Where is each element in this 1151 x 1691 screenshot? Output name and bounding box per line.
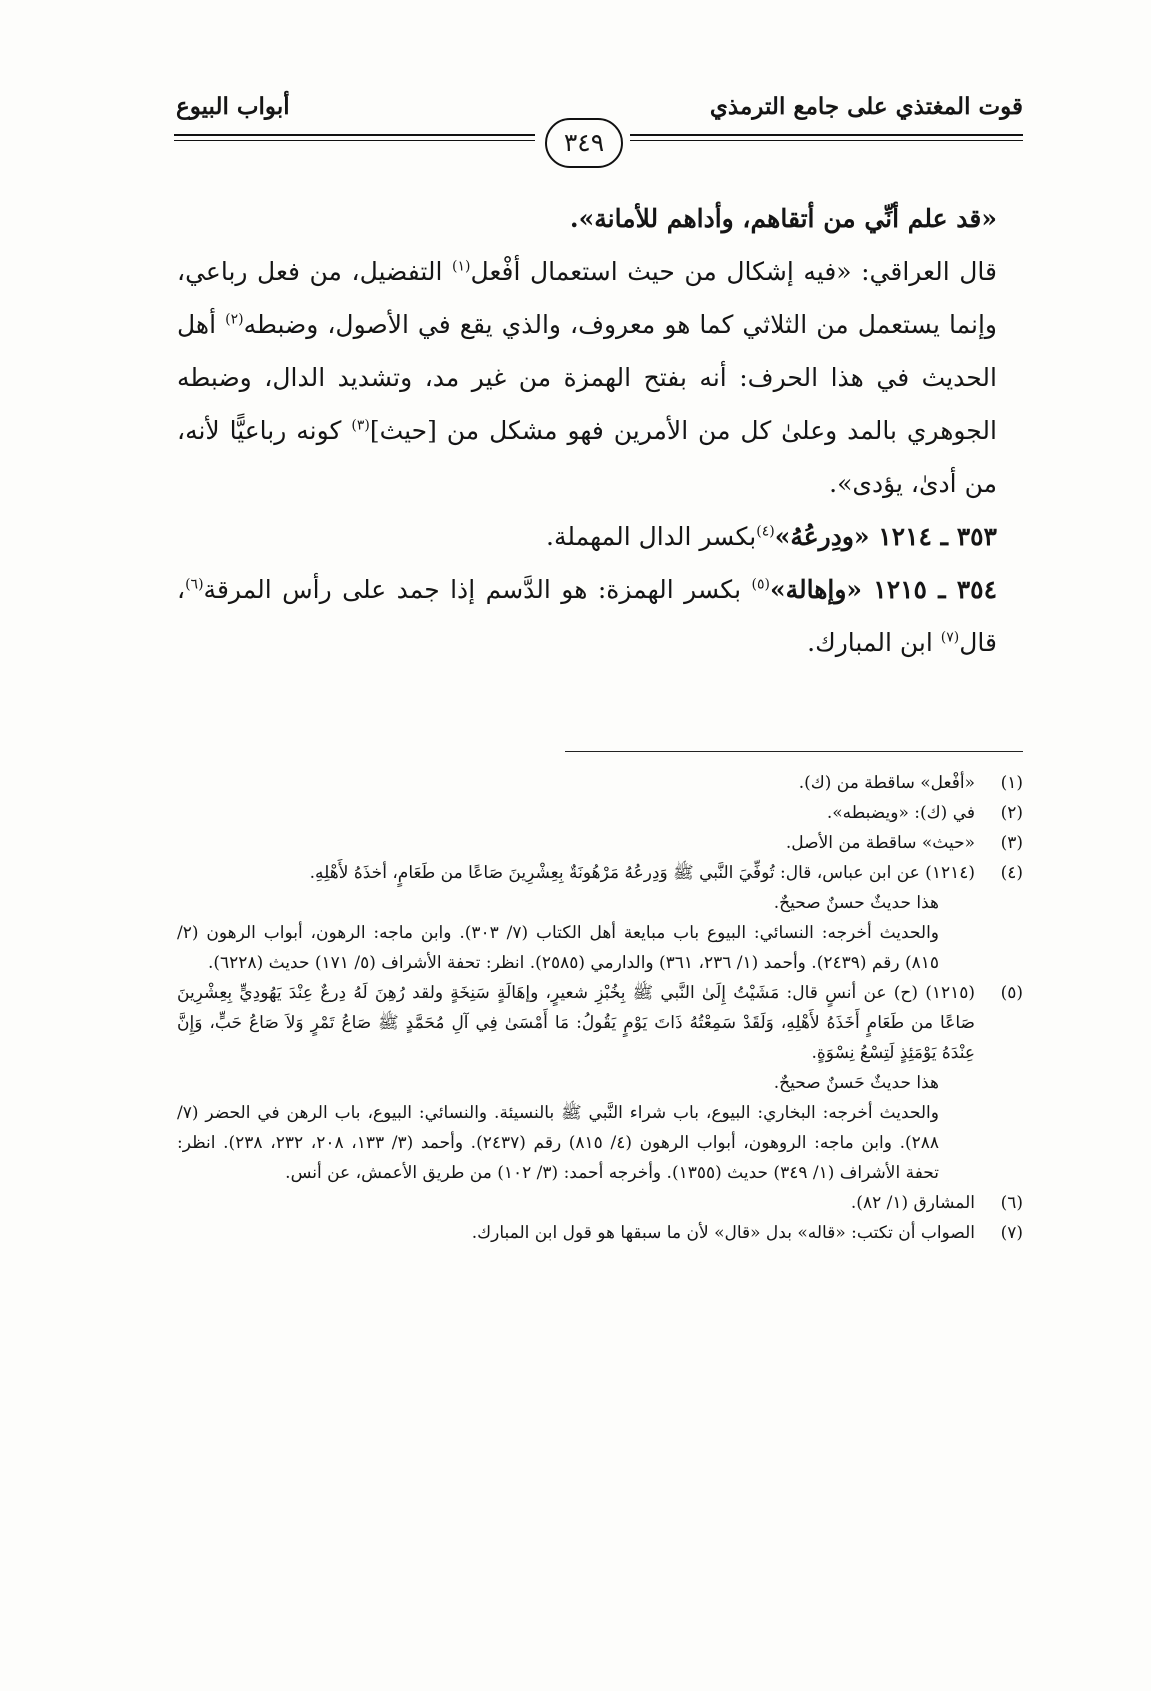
footnote-text: «حيث» ساقطة من الأصل. bbox=[785, 833, 975, 853]
footnote-4 bbox=[177, 858, 1023, 978]
footnote-sources: والحديث أخرجه: البخاري: البيوع، باب شراء النَّبي ﷺ بالنسيئة. والنسائي: البيوع، باب الرهن في الحضر (٧/ ٢٨٨). وابن ماجه: الروهون، أبواب الرهون (٤/ ٨١٥) رقم (٢٤٣٧). وأحمد (٣/ ١٣٣، ٢٠٨، ٢٣٢، ٢٣٨). انظر: تحفة الأشراف (١/ ٣٤٩) حديث (١٣٥٥). وأخرجه أحمد: (٣/ ١٠٢) من طريق الأعمش، عن أنس. bbox=[177, 1103, 940, 1183]
footnote-number: (٧) bbox=[1000, 1223, 1023, 1243]
footnote-number: (١) bbox=[1000, 773, 1023, 793]
entry-353 bbox=[177, 510, 1023, 563]
footnotes bbox=[177, 768, 1023, 1248]
footnote-number: (٤) bbox=[1000, 863, 1023, 883]
footnote-ref-3: (٣) bbox=[351, 417, 370, 434]
header-rule-left-thin bbox=[174, 140, 535, 141]
book-title: قوت المغتذي على جامع الترمذي bbox=[709, 93, 1023, 120]
footnote-sources: والحديث أخرجه: النسائي: البيوع باب مبايعة أهل الكتاب (٧/ ٣٠٣). وابن ماجه: الرهون، أبواب الرهون (٢/ ٨١٥) رقم (٢٤٣٩). وأحمد (١/ ٢٣٦، ٣٦١) والدارمي (٢٥٨٥). انظر: تحفة الأشراف (٥/ ١٧١) حديث (٦٢٢٨). bbox=[177, 923, 939, 973]
footnote-3 bbox=[177, 828, 1023, 858]
entry-354-text: بكسر الهمزة: هو الدَّسم إذا جمد على رأس المرقة bbox=[203, 575, 752, 604]
footnote-ref-2: (٢) bbox=[225, 311, 244, 328]
header-rule-right-thick bbox=[630, 134, 1023, 136]
chapter-title: أبواب البيوع bbox=[176, 93, 290, 120]
header-rule-right-thin bbox=[630, 140, 1023, 141]
footnote-ref-7: (٧) bbox=[940, 629, 960, 646]
entry-354-text-2: ، قال bbox=[177, 575, 997, 657]
entry-353-text: بكسر الدال المهملة. bbox=[546, 522, 757, 551]
footnote-text: المشارق (١/ ٨٢). bbox=[850, 1193, 975, 1213]
entry-354-text-3: ابن المبارك. bbox=[807, 628, 941, 657]
footnote-text: (١٢١٤) عن ابن عباس، قال: تُوفِّيَ النَّبي ﷺ وَدِرعُهُ مَرْهُونَةٌ بِعِشْرِينَ صَاعًا من طَعَامٍ، أخذَهُ لأَهْلِهِ. bbox=[309, 863, 975, 883]
footnote-grading: هذا حديثٌ حسنٌ صحيحٌ. bbox=[773, 893, 939, 913]
footnote-grading: هذا حديثٌ حَسنٌ صحيحٌ. bbox=[773, 1073, 939, 1093]
footnote-1 bbox=[177, 768, 1023, 798]
footnote-number: (٦) bbox=[1000, 1193, 1023, 1213]
para-text-c: أهل الحديث في هذا الحرف: أنه بفتح الهمزة من غير مد، وتشديد الدال، وضبطه الجوهري بالمد وعلىٰ كل من الأمرين فهو مشكل من [حيث] bbox=[177, 310, 997, 445]
footnote-ref-1: (١) bbox=[452, 258, 471, 275]
footnote-separator bbox=[565, 751, 1023, 752]
page-number: ٣٤٩ bbox=[545, 118, 623, 168]
header-rule-left-thick bbox=[174, 134, 535, 136]
footnote-6 bbox=[177, 1188, 1023, 1218]
main-text bbox=[177, 192, 1023, 669]
paragraph-iraqi bbox=[177, 245, 1023, 510]
footnote-number: (٢) bbox=[1000, 803, 1023, 823]
quote-line: «قد علم أنِّي من أتقاهم، وأداهم للأمانة». bbox=[569, 204, 997, 233]
footnote-7 bbox=[177, 1218, 1023, 1248]
entry-354 bbox=[177, 563, 1023, 669]
entry-353-heading: ٣٥٣ ـ ١٢١٤ «ودِرعُهُ» bbox=[774, 522, 997, 551]
footnote-ref-4: (٤) bbox=[756, 523, 775, 540]
footnote-5 bbox=[177, 978, 1023, 1188]
footnote-number: (٣) bbox=[1000, 833, 1023, 853]
footnote-number: (٥) bbox=[1000, 983, 1023, 1003]
footnote-2 bbox=[177, 798, 1023, 828]
para-text-b: التفضيل، من فعل رباعي، وإنما يستعمل من الثلاثي كما هو معروف، والذي يقع في الأصول، وضبطه bbox=[177, 257, 998, 339]
para-text-a: قال العراقي: «فيه إشكال من حيث استعمال أفْعل bbox=[470, 257, 997, 286]
footnote-ref-6: (٦) bbox=[185, 576, 204, 593]
footnote-text: الصواب أن تكتب: «قاله» بدل «قال» لأن ما سبقها هو قول ابن المبارك. bbox=[471, 1223, 975, 1243]
para-text-d: كونه رباعيًّا لأنه، من أدىٰ، يؤدى». bbox=[177, 416, 997, 498]
footnote-ref-5: (٥) bbox=[751, 576, 770, 593]
footnote-text: في (ك): «ويضبطه». bbox=[826, 803, 975, 823]
footnote-text: «أفْعل» ساقطة من (ك). bbox=[798, 773, 975, 793]
footnote-text: (١٢١٥) (ح) عن أنسٍ قال: مَشَيْتُ إِلَىٰ النَّبي ﷺ بِخُبْزِ شعيرٍ، وإهَالَةٍ سَنِخَةٍ ولقد رُهِنَ لَهُ دِرعٌ عِنْدَ يَهُودِيٍّ بِعِشْرِينَ صَاعًا من طَعَامٍ أَخَذَهُ لأَهْلِهِ، وَلَقَدْ سَمِعْتُهُ ذَاتَ يَوْمٍ يَقُولُ: مَا أَمْسَىٰ فِي آلِ مُحَمَّدٍ ﷺ صَاعُ تَمْرٍ وَلاَ صَاعُ حَبٍّ، وَإِنَّ عِنْدَهُ يَوْمَئِذٍ لَتِسْعُ نِسْوَةٍ. bbox=[177, 983, 975, 1063]
entry-354-heading: ٣٥٤ ـ ١٢١٥ «وإهالة» bbox=[769, 575, 998, 604]
